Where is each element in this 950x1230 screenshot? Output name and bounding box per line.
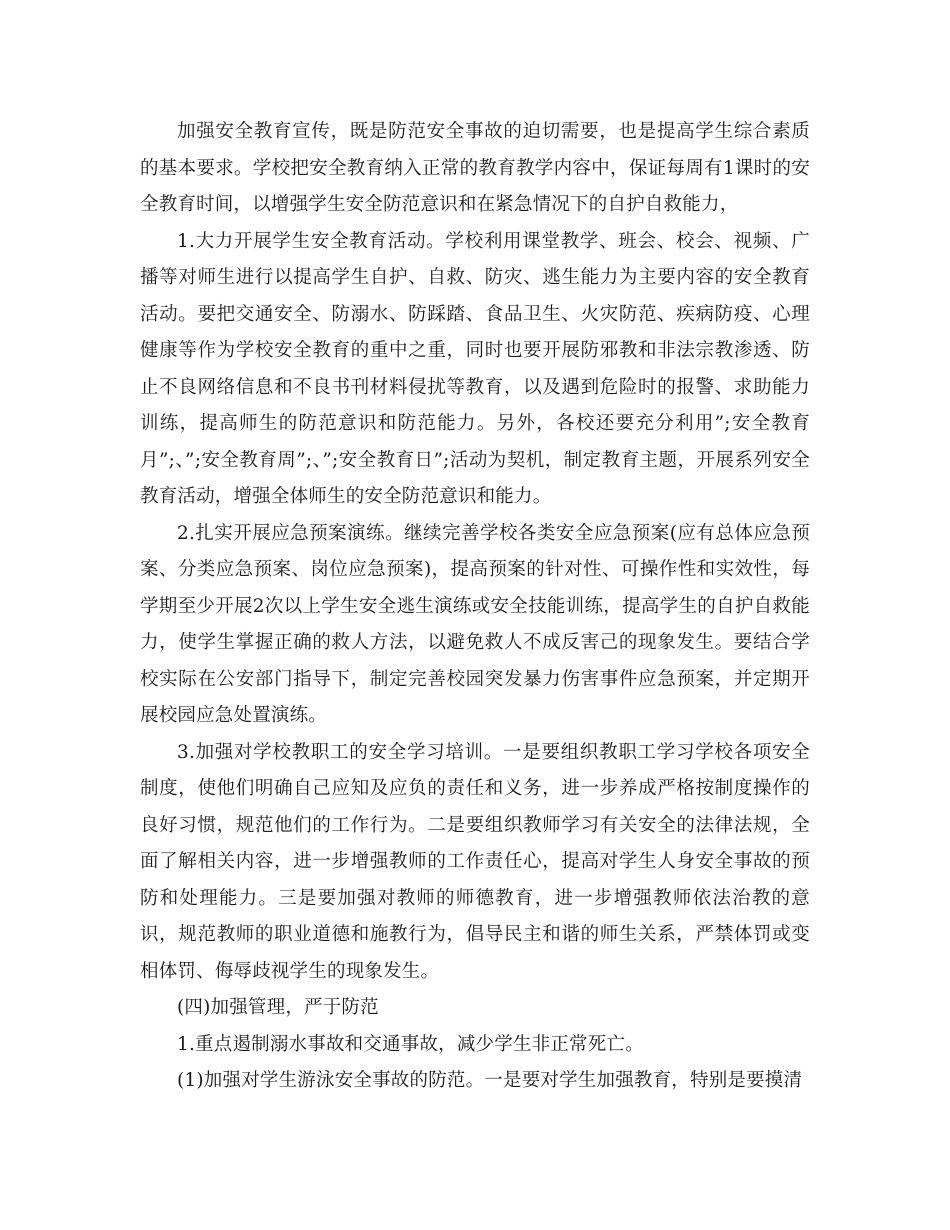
paragraph-subitem-1: 1.重点遏制溺水事故和交通事故，减少学生非正常死亡。 [177, 1033, 644, 1055]
paragraph-intro: 加强安全教育宣传，既是防范安全事故的迫切需要，也是提高学生综合素质的基本要求。学校把安全教育纳入正常的教育教学内容中，保证每周有1课时的安全教育时间，以增强学生安全防范意识和在紧急情况下的自护自救能力， [140, 121, 810, 215]
document-body [140, 114, 810, 1100]
paragraph-subitem-1-1: (1)加强对学生游泳安全事故的防范。一是要对学生加强教育，特别是要摸清 [177, 1070, 803, 1091]
paragraph-item-3: 3.加强对学校教职工的安全学习培训。一是要组织教职工学习学校各项安全制度，使他们明确自己应知及应负的责任和义务，进一步养成严格按制度操作的良好习惯，规范他们的工作行为。二是要组织教师学习有关安全的法律法规，全面了解相关内容，进一步增强教师的工作责任心，提高对学生人身安全事故的预防和处理能力。三是要加强对教师的师德教育，进一步增强教师依法治教的意识，规范教师的职业道德和施教行为，倡导民主和谐的师生关系，严禁体罚或变相体罚、侮辱歧视学生的现象发生。 [140, 741, 810, 982]
paragraph-item-2: 2.扎实开展应急预案演练。继续完善学校各类安全应急预案(应有总体应急预案、分类应急预案、岗位应急预案)，提高预案的针对性、可操作性和实效性，每学期至少开展2次以上学生安全逃生演练或安全技能训练，提高学生的自护自救能力，使学生掌握正确的救人方法，以避免救人不成反害己的现象发生。要结合学校实际在公安部门指导下，制定完善校园突发暴力伤害事件应急预案，并定期开展校园应急处置演练。 [140, 522, 810, 726]
section-heading: (四)加强管理，严于防范 [177, 997, 379, 1018]
paragraph-item-1: 1.大力开展学生安全教育活动。学校利用课堂教学、班会、校会、视频、广播等对师生进行以提高学生自护、自救、防灾、逃生能力为主要内容的安全教育活动。要把交通安全、防溺水、防踩踏、食品卫生、火灾防范、疾病防疫、心理健康等作为学校安全教育的重中之重，同时也要开展防邪教和非法宗教渗透、防止不良网络信息和不良书刊材料侵扰等教育，以及遇到危险时的报警、求助能力训练，提高师生的防范意识和防范能力。另外，各校还要充分利用”;安全教育月”;、”;安全教育周”;、”;安全教育日”;活动为契机，制定教育主题，开展系列安全教育活动，增强全体师生的安全防范意识和能力。 [140, 230, 810, 507]
